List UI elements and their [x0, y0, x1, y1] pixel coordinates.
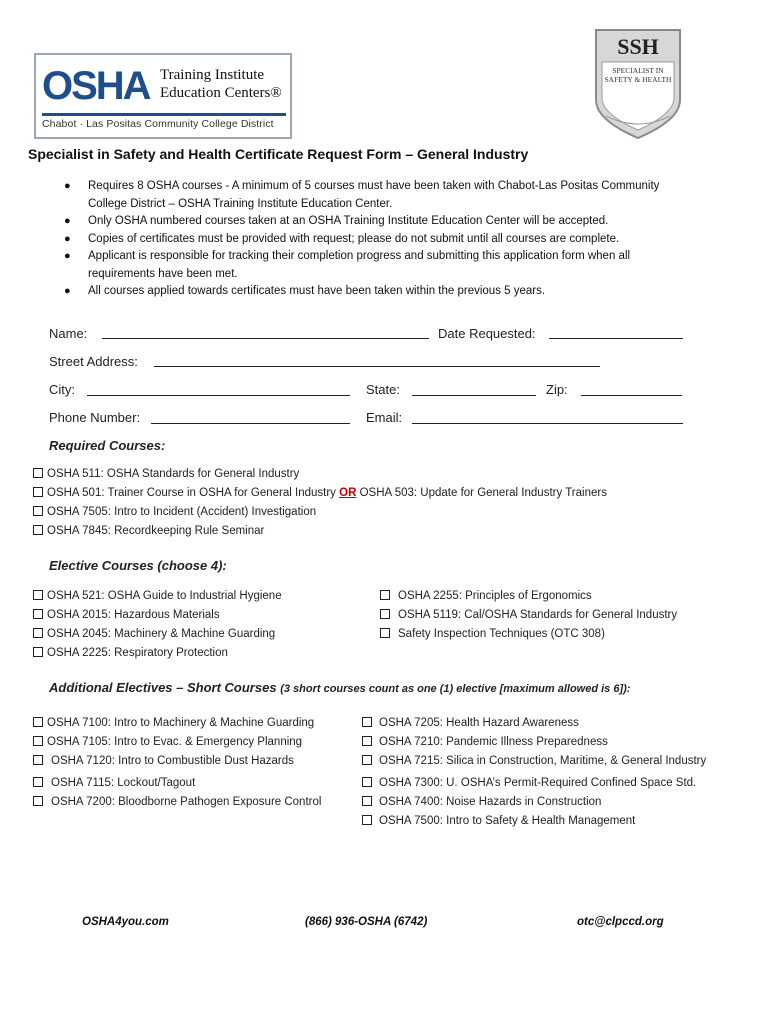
email-field[interactable] [412, 423, 683, 424]
course-label: OSHA 7210: Pandemic Illness Preparedness [379, 736, 608, 748]
street-address-label: Street Address: [49, 354, 138, 369]
required-courses-heading: Required Courses: [49, 438, 166, 453]
course-checkbox-item[interactable] [33, 735, 302, 749]
course-checkbox-item[interactable] [33, 776, 195, 790]
course-checkbox-item[interactable] [380, 589, 592, 603]
logo-tagline-line2: Education Centers® [160, 85, 282, 101]
name-field[interactable] [102, 338, 429, 339]
course-label: OSHA 7505: Intro to Incident (Accident) Investigation [47, 506, 317, 518]
course-checkbox-item[interactable] [362, 776, 696, 790]
checkbox[interactable] [33, 736, 43, 746]
course-checkbox-item[interactable] [362, 795, 601, 809]
course-checkbox-item[interactable] [380, 608, 677, 622]
course-checkbox-item[interactable] [362, 716, 579, 730]
requirement-text: Requires 8 OSHA courses - A minimum of 5 courses must have been taken with Chabot-Las Positas Community College District – OSHA Training Institute Education Center. [88, 180, 660, 210]
elective-courses-heading: Elective Courses (choose 4): [49, 558, 227, 573]
course-label: OSHA 7115: Lockout/Tagout [51, 777, 196, 789]
ssh-shield-badge [592, 28, 684, 140]
bullet-icon: ● [64, 180, 71, 192]
checkbox[interactable] [33, 647, 43, 657]
requirement-item [64, 231, 688, 249]
date-requested-label: Date Requested: [438, 326, 536, 341]
course-label: OSHA 2225: Respiratory Protection [47, 647, 228, 659]
email-label: Email: [366, 410, 403, 425]
requirement-item [64, 283, 688, 301]
course-checkbox-item[interactable] [362, 735, 608, 749]
course-label: OSHA 7100: Intro to Machinery & Machine Guarding [47, 717, 315, 729]
course-label: OSHA 2255: Principles of Ergonomics [398, 590, 592, 602]
course-checkbox-item[interactable] [380, 627, 605, 641]
bullet-icon: ● [64, 250, 71, 262]
zip-field[interactable] [581, 395, 682, 396]
course-label: OSHA 501: Trainer Course in OSHA for General Industry [47, 487, 336, 499]
checkbox[interactable] [33, 506, 43, 516]
checkbox[interactable] [33, 796, 43, 806]
osha-training-institute-logo [34, 53, 292, 139]
bullet-icon: ● [64, 285, 71, 297]
checkbox[interactable] [362, 755, 372, 765]
state-field[interactable] [412, 395, 536, 396]
phone-field[interactable] [151, 423, 350, 424]
footer-phone: (866) 936-OSHA (6742) [305, 916, 428, 928]
checkbox[interactable] [33, 777, 43, 787]
course-checkbox-item[interactable] [33, 795, 321, 809]
course-label: OSHA 511: OSHA Standards for General Industry [47, 468, 300, 480]
course-label: OSHA 7300: U. OSHA’s Permit-Required Confined Space Std. [379, 777, 697, 789]
course-label: OSHA 7215: Silica in Construction, Maritime, & General Industry [379, 755, 707, 767]
course-checkbox-item[interactable] [33, 589, 282, 603]
city-field[interactable] [87, 395, 350, 396]
logo-district-name: Chabot · Las Positas Community College District [42, 118, 274, 130]
bullet-icon: ● [64, 215, 71, 227]
logo-tagline-line1: Training Institute [160, 67, 265, 83]
course-checkbox-item[interactable] [33, 505, 316, 519]
course-checkbox-item[interactable] [33, 467, 299, 481]
checkbox[interactable] [33, 609, 43, 619]
course-checkbox-item[interactable] [33, 716, 314, 730]
street-address-field[interactable] [154, 366, 600, 367]
checkbox[interactable] [33, 755, 43, 765]
short-courses-heading [49, 680, 630, 695]
course-checkbox-item[interactable] [33, 486, 607, 500]
course-label: Safety Inspection Techniques (OTC 308) [398, 628, 605, 640]
checkbox[interactable] [380, 628, 390, 638]
course-label: OSHA 7400: Noise Hazards in Construction [379, 796, 602, 808]
checkbox[interactable] [33, 525, 43, 535]
course-label: OSHA 7105: Intro to Evac. & Emergency Planning [47, 736, 303, 748]
ssh-badge-title: SSH [617, 34, 659, 59]
checkbox[interactable] [362, 736, 372, 746]
course-checkbox-item[interactable] [33, 608, 220, 622]
short-courses-note: (3 short courses count as one (1) elective [maximum allowed is 6]): [280, 683, 631, 695]
checkbox[interactable] [33, 628, 43, 638]
footer-website-link[interactable]: OSHA4you.com [82, 916, 169, 928]
course-checkbox-item[interactable] [33, 754, 294, 768]
course-checkbox-item[interactable] [33, 627, 275, 641]
date-requested-field[interactable] [549, 338, 683, 339]
osha-wordmark [42, 63, 150, 109]
course-label: OSHA 2015: Hazardous Materials [47, 609, 220, 621]
zip-label: Zip: [546, 382, 568, 397]
checkbox[interactable] [33, 487, 43, 497]
checkbox[interactable] [380, 609, 390, 619]
requirement-text: Copies of certificates must be provided with request; please do not submit until all courses are complete. [88, 232, 620, 245]
course-label: OSHA 5119: Cal/OSHA Standards for General Industry [398, 609, 678, 621]
course-checkbox-item[interactable] [33, 646, 228, 660]
bullet-icon: ● [64, 232, 71, 245]
requirement-item [64, 213, 688, 231]
course-label: OSHA 7120: Intro to Combustible Dust Hazards [51, 755, 294, 767]
checkbox[interactable] [362, 777, 372, 787]
osha-wordmark-text: OSHA [42, 64, 150, 108]
course-label: OSHA 7500: Intro to Safety & Health Management [379, 815, 636, 827]
course-label-alternative: OSHA 503: Update for General Industry Trainers [359, 487, 607, 499]
checkbox[interactable] [362, 796, 372, 806]
course-label: OSHA 7845: Recordkeeping Rule Seminar [47, 525, 265, 537]
course-checkbox-item[interactable] [362, 814, 635, 828]
checkbox[interactable] [33, 468, 43, 478]
checkbox[interactable] [33, 590, 43, 600]
city-label: City: [49, 382, 75, 397]
requirements-list [64, 178, 688, 301]
or-connector: OR [339, 487, 357, 499]
course-label: OSHA 7200: Bloodborne Pathogen Exposure Control [51, 796, 322, 808]
logo-divider [42, 113, 286, 116]
course-label: OSHA 2045: Machinery & Machine Guarding [47, 628, 276, 640]
course-label: OSHA 521: OSHA Guide to Industrial Hygiene [47, 590, 282, 602]
requirement-text: Only OSHA numbered courses taken at an OSHA Training Institute Education Center will be accepted. [88, 215, 609, 227]
ssh-badge-subtitle: SPECIALIST IN SAFETY & HEALTH [604, 66, 672, 84]
form-title: Specialist in Safety and Health Certificate Request Form – General Industry [28, 146, 529, 162]
requirement-text: All courses applied towards certificates must have been taken within the previous 5 years. [88, 285, 546, 297]
checkbox[interactable] [362, 815, 372, 825]
name-label: Name: [49, 326, 88, 341]
phone-label: Phone Number: [49, 410, 141, 425]
course-label: OSHA 7205: Health Hazard Awareness [379, 717, 579, 729]
course-checkbox-item[interactable] [362, 754, 706, 768]
short-courses-title: Additional Electives – Short Courses [49, 680, 277, 695]
checkbox[interactable] [380, 590, 390, 600]
checkbox[interactable] [362, 717, 372, 727]
checkbox[interactable] [33, 717, 43, 727]
state-label: State: [366, 382, 400, 397]
requirement-text: Applicant is responsible for tracking their completion progress and submitting this application form when all requirements have been met. [88, 250, 631, 280]
course-checkbox-item[interactable] [33, 524, 264, 538]
footer-email-link[interactable]: otc@clpccd.org [577, 916, 664, 928]
requirement-item [64, 178, 688, 213]
requirement-item [64, 248, 688, 283]
